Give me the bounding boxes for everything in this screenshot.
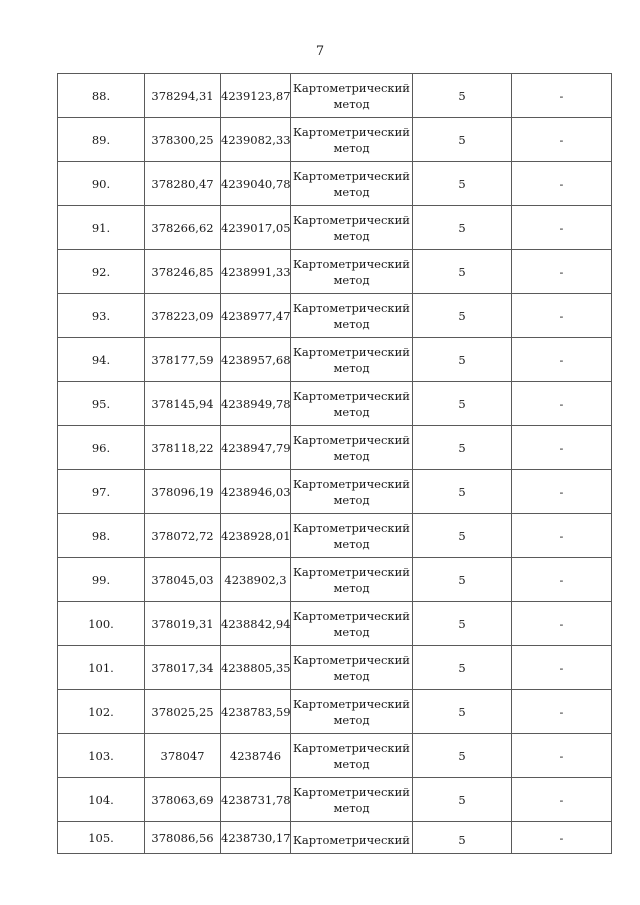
y-coordinate-cell: 4238783,59 — [221, 690, 291, 734]
method-text-line: метод — [333, 272, 370, 287]
page-number: 7 — [315, 44, 325, 59]
point-number-cell: 105. — [58, 822, 145, 854]
note-cell: - — [512, 558, 612, 602]
point-number-cell: 102. — [58, 690, 145, 734]
method-text-line: метод — [333, 404, 370, 419]
method-cell — [291, 162, 413, 206]
note-cell: - — [512, 602, 612, 646]
method-text-line: метод — [333, 624, 370, 639]
method-cell — [291, 250, 413, 294]
method-cell — [291, 470, 413, 514]
method-cell — [291, 734, 413, 778]
table-row — [58, 162, 612, 206]
accuracy-cell: 5 — [413, 294, 512, 338]
method-text-line: метод — [333, 448, 370, 463]
x-coordinate-cell: 378019,31 — [145, 602, 221, 646]
table-row — [58, 734, 612, 778]
table-row — [58, 602, 612, 646]
method-text-line: Картометрический — [293, 256, 410, 271]
table-row — [58, 646, 612, 690]
method-text-line: Картометрический — [293, 652, 410, 667]
note-cell: - — [512, 426, 612, 470]
table-row — [58, 470, 612, 514]
accuracy-cell: 5 — [413, 558, 512, 602]
accuracy-cell: 5 — [413, 338, 512, 382]
accuracy-cell: 5 — [413, 162, 512, 206]
method-text-line: метод — [333, 228, 370, 243]
accuracy-cell: 5 — [413, 822, 512, 854]
table-row — [58, 690, 612, 734]
coordinates-table-body — [58, 74, 612, 854]
note-cell: - — [512, 470, 612, 514]
y-coordinate-cell: 4238928,01 — [221, 514, 291, 558]
y-coordinate-cell: 4239040,78 — [221, 162, 291, 206]
accuracy-cell: 5 — [413, 514, 512, 558]
coordinates-table — [57, 73, 612, 854]
table-row — [58, 206, 612, 250]
method-cell — [291, 602, 413, 646]
method-text-line: Картометрический — [293, 564, 410, 579]
point-number-cell: 96. — [58, 426, 145, 470]
table-row — [58, 382, 612, 426]
method-cell — [291, 338, 413, 382]
x-coordinate-cell: 378096,19 — [145, 470, 221, 514]
x-coordinate-cell: 378063,69 — [145, 778, 221, 822]
y-coordinate-cell: 4239082,33 — [221, 118, 291, 162]
point-number-cell: 92. — [58, 250, 145, 294]
note-cell: - — [512, 74, 612, 118]
y-coordinate-cell: 4239017,05 — [221, 206, 291, 250]
method-cell — [291, 646, 413, 690]
note-cell: - — [512, 162, 612, 206]
accuracy-cell: 5 — [413, 118, 512, 162]
y-coordinate-cell: 4238991,33 — [221, 250, 291, 294]
method-text-line: Картометрический — [293, 388, 410, 403]
accuracy-cell: 5 — [413, 250, 512, 294]
method-text-line: метод — [333, 316, 370, 331]
note-cell: - — [512, 118, 612, 162]
x-coordinate-cell: 378086,56 — [145, 822, 221, 854]
note-cell: - — [512, 294, 612, 338]
point-number-cell: 95. — [58, 382, 145, 426]
note-cell: - — [512, 646, 612, 690]
method-cell — [291, 822, 413, 854]
point-number-cell: 93. — [58, 294, 145, 338]
note-cell: - — [512, 206, 612, 250]
table-row — [58, 294, 612, 338]
table-row — [58, 74, 612, 118]
accuracy-cell: 5 — [413, 206, 512, 250]
accuracy-cell: 5 — [413, 778, 512, 822]
table-row — [58, 778, 612, 822]
note-cell: - — [512, 690, 612, 734]
method-text-line: Картометрический — [293, 124, 410, 139]
point-number-cell: 88. — [58, 74, 145, 118]
method-text-line: Картометрический — [293, 520, 410, 535]
note-cell: - — [512, 514, 612, 558]
method-cell — [291, 426, 413, 470]
method-cell — [291, 514, 413, 558]
method-text-line: Картометрический — [293, 833, 410, 847]
accuracy-cell: 5 — [413, 382, 512, 426]
point-number-cell: 103. — [58, 734, 145, 778]
method-cell — [291, 74, 413, 118]
x-coordinate-cell: 378266,62 — [145, 206, 221, 250]
method-text-line: Картометрический — [293, 432, 410, 447]
accuracy-cell: 5 — [413, 690, 512, 734]
y-coordinate-cell: 4238977,47 — [221, 294, 291, 338]
note-cell: - — [512, 250, 612, 294]
method-cell — [291, 558, 413, 602]
y-coordinate-cell: 4238805,35 — [221, 646, 291, 690]
note-cell: - — [512, 734, 612, 778]
method-cell — [291, 690, 413, 734]
table-row — [58, 338, 612, 382]
method-cell — [291, 118, 413, 162]
x-coordinate-cell: 378072,72 — [145, 514, 221, 558]
y-coordinate-cell: 4238731,78 — [221, 778, 291, 822]
method-text-line: Картометрический — [293, 80, 410, 95]
accuracy-cell: 5 — [413, 734, 512, 778]
y-coordinate-cell: 4238842,94 — [221, 602, 291, 646]
x-coordinate-cell: 378145,94 — [145, 382, 221, 426]
method-cell — [291, 294, 413, 338]
method-text-line: Картометрический — [293, 168, 410, 183]
accuracy-cell: 5 — [413, 470, 512, 514]
point-number-cell: 100. — [58, 602, 145, 646]
y-coordinate-cell: 4238946,03 — [221, 470, 291, 514]
accuracy-cell: 5 — [413, 646, 512, 690]
y-coordinate-cell: 4239123,87 — [221, 74, 291, 118]
table-row — [58, 426, 612, 470]
x-coordinate-cell: 378025,25 — [145, 690, 221, 734]
point-number-cell: 94. — [58, 338, 145, 382]
point-number-cell: 91. — [58, 206, 145, 250]
method-text-line: Картометрический — [293, 476, 410, 491]
point-number-cell: 104. — [58, 778, 145, 822]
point-number-cell: 98. — [58, 514, 145, 558]
method-text-line: метод — [333, 140, 370, 155]
y-coordinate-cell: 4238746 — [221, 734, 291, 778]
table-row — [58, 822, 612, 854]
note-cell: - — [512, 822, 612, 854]
method-text-line: метод — [333, 96, 370, 111]
method-text-line: Картометрический — [293, 212, 410, 227]
method-text-line: метод — [333, 536, 370, 551]
point-number-cell: 99. — [58, 558, 145, 602]
y-coordinate-cell: 4238730,17 — [221, 822, 291, 854]
accuracy-cell: 5 — [413, 74, 512, 118]
x-coordinate-cell: 378246,85 — [145, 250, 221, 294]
x-coordinate-cell: 378047 — [145, 734, 221, 778]
method-text-line: метод — [333, 492, 370, 507]
method-text-line: метод — [333, 580, 370, 595]
accuracy-cell: 5 — [413, 602, 512, 646]
note-cell: - — [512, 338, 612, 382]
point-number-cell: 101. — [58, 646, 145, 690]
y-coordinate-cell: 4238957,68 — [221, 338, 291, 382]
method-text-line: Картометрический — [293, 344, 410, 359]
x-coordinate-cell: 378118,22 — [145, 426, 221, 470]
x-coordinate-cell: 378300,25 — [145, 118, 221, 162]
method-text-line: Картометрический — [293, 300, 410, 315]
point-number-cell: 90. — [58, 162, 145, 206]
method-text-line: Картометрический — [293, 608, 410, 623]
method-text-line: метод — [333, 184, 370, 199]
method-text-line: метод — [333, 756, 370, 771]
table-row — [58, 118, 612, 162]
y-coordinate-cell: 4238949,78 — [221, 382, 291, 426]
accuracy-cell: 5 — [413, 426, 512, 470]
method-text-line: метод — [333, 360, 370, 375]
method-text-line: метод — [333, 712, 370, 727]
x-coordinate-cell: 378177,59 — [145, 338, 221, 382]
table-row — [58, 558, 612, 602]
method-text-line: метод — [333, 800, 370, 815]
method-cell — [291, 382, 413, 426]
method-text-line: метод — [333, 668, 370, 683]
method-text-line: Картометрический — [293, 696, 410, 711]
method-cell — [291, 778, 413, 822]
method-cell — [291, 206, 413, 250]
table-row — [58, 514, 612, 558]
x-coordinate-cell: 378280,47 — [145, 162, 221, 206]
method-text-line: Картометрический — [293, 740, 410, 755]
point-number-cell: 89. — [58, 118, 145, 162]
y-coordinate-cell: 4238902,3 — [221, 558, 291, 602]
x-coordinate-cell: 378017,34 — [145, 646, 221, 690]
table-row — [58, 250, 612, 294]
note-cell: - — [512, 778, 612, 822]
x-coordinate-cell: 378045,03 — [145, 558, 221, 602]
point-number-cell: 97. — [58, 470, 145, 514]
x-coordinate-cell: 378223,09 — [145, 294, 221, 338]
y-coordinate-cell: 4238947,79 — [221, 426, 291, 470]
method-text-line: Картометрический — [293, 784, 410, 799]
note-cell: - — [512, 382, 612, 426]
x-coordinate-cell: 378294,31 — [145, 74, 221, 118]
